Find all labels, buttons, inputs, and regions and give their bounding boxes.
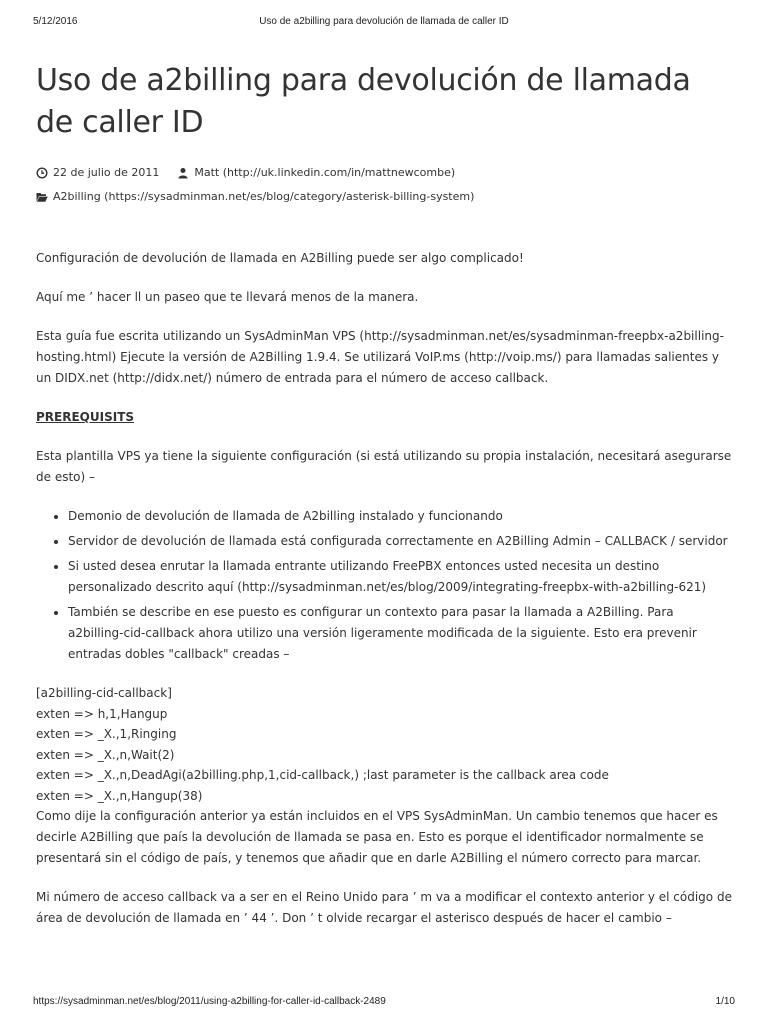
folder-open-icon: [36, 191, 48, 203]
print-footer: [33, 996, 735, 1010]
section-heading-prerequisits: PREREQUISITS: [36, 410, 135, 424]
code-line: exten => _X.,n,DeadAgi(a2billing.php,1,cid-callback,) ;last parameter is the callback area code: [36, 768, 609, 782]
code-line: [a2billing-cid-callback]: [36, 686, 172, 700]
meta-date: [36, 166, 159, 180]
meta-category[interactable]: [36, 190, 474, 204]
user-icon: [177, 167, 189, 179]
print-header: [33, 16, 735, 30]
code-line: exten => _X.,n,Hangup(38): [36, 788, 203, 803]
category-link[interactable]: A2billing (https://sysadminman.net/es/blog/category/asterisk-billing-system): [53, 190, 475, 203]
author-link[interactable]: Matt (http://uk.linkedin.com/in/mattnewcombe): [194, 166, 456, 179]
page-number: 1/10: [715, 996, 735, 1007]
print-date: 5/12/2016: [33, 16, 78, 27]
paragraph-setup: Esta guía fue escrita utilizando un SysAdminMan VPS (http://sysadminman.net/es/sysadminman-freepbx-a2billing-hosting.html) Ejecute la versión de A2Billing 1.9.4. Se utilizará VoIP.ms (http://voip.ms/) para llamadas salientes y un DIDX.net (http://didx.net/) número de entrada para el número de acceso callback.: [36, 329, 724, 385]
list-item: • Si usted desea enrutar la llamada entrante utilizando FreePBX entonces usted necesita un destino personalizado descrito aquí (http://sysadminman.net/es/blog/2009/integrating-freepbx-with-a2billing-621): [68, 556, 732, 598]
meta-row-date-author: [36, 166, 732, 180]
print-doc-title: Uso de a2billing para devolución de llamada de caller ID: [259, 16, 509, 27]
paragraph-walkthrough: Aquí me ’ hacer ll un paseo que te llevará menos de la manera.: [36, 290, 419, 304]
article: [36, 60, 732, 929]
code-line: exten => h,1,Hangup: [36, 706, 168, 721]
paragraph-template: Esta plantilla VPS ya tiene la siguiente configuración (si está utilizando su propia instalación, necesitará asegurarse de esto) –: [36, 449, 732, 484]
print-url: https://sysadminman.net/es/blog/2011/using-a2billing-for-caller-id-callback-2489: [33, 996, 386, 1007]
paragraph-intro: Configuración de devolución de llamada en A2Billing puede ser algo complicado!: [36, 251, 524, 265]
prerequisites-list: [36, 506, 732, 665]
article-meta: [36, 166, 732, 204]
paragraph-uk-access: Mi número de acceso callback va a ser en el Reino Unido para ’ m va a modificar el contexto anterior y el código de área de devolución de llamada en ’ 44 ’. Don ’ t olvide recargar el asterisco después de hacer el cambio –: [36, 890, 732, 925]
list-item: • Demonio de devolución de llamada de A2billing instalado y funcionando: [68, 506, 732, 527]
clock-icon: [36, 167, 48, 179]
list-item: • Servidor de devolución de llamada está configurada correctamente en A2Billing Admin – CALLBACK / servidor: [68, 531, 732, 552]
list-item: • También se describe en ese puesto es configurar un contexto para pasar la llamada a A2Billing. Para a2billing-cid-callback ahora utilizo una versión ligeramente modificada de la siguiente. Esto era prevenir entradas dobles "callback" creadas –: [68, 602, 732, 665]
page-title: Uso de a2billing para devolución de llamada de caller ID: [36, 63, 691, 140]
meta-row-category: [36, 190, 732, 204]
article-date: 22 de julio de 2011: [53, 166, 160, 179]
meta-author[interactable]: [177, 166, 455, 180]
paragraph-country-code: Como dije la configuración anterior ya están incluidos en el VPS SysAdminMan. Un cambio tenemos que hacer es decirle A2Billing que país la devolución de llamada se pasa en. Esto es porque el identificador normalmente se presentará sin el código de país, y tenemos que añadir que en darle A2Billing el número correcto para marcar.: [36, 809, 718, 865]
code-line: exten => _X.,n,Wait(2): [36, 747, 175, 762]
dialplan-code: [36, 683, 732, 806]
code-line: exten => _X.,1,Ringing: [36, 727, 177, 741]
article-body: [36, 248, 732, 929]
